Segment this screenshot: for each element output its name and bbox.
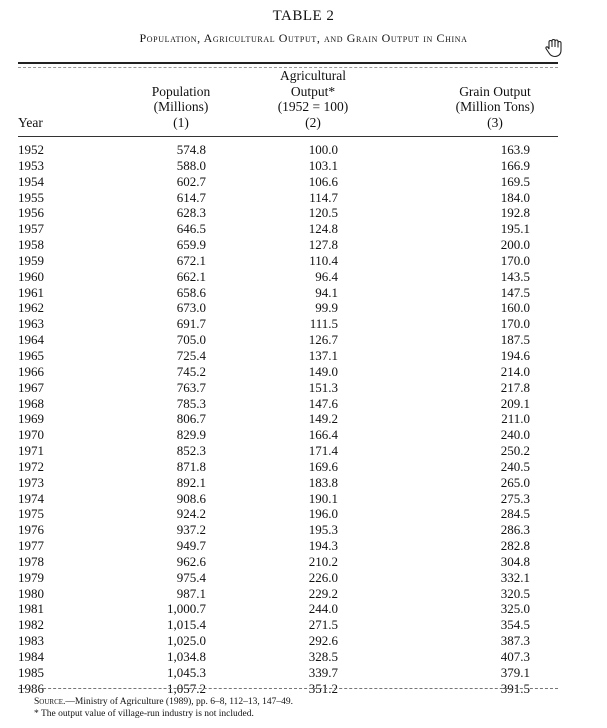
cell-agricultural-output: 328.5 [308,649,338,664]
cell-grain-output: 250.2 [500,443,530,459]
cell-population: 628.3 [176,205,206,221]
table-title: TABLE 2 [272,8,335,24]
cell-year: 1970 [18,427,44,443]
cell-year: 1959 [18,252,44,268]
cell-year: 1961 [18,284,44,300]
cell-grain-output: 169.5 [500,173,530,189]
source-label: Source. [34,697,66,707]
table-row [18,427,558,443]
cell-population: 975.4 [176,569,206,585]
cell-population: 672.1 [176,252,206,268]
footnotes [34,696,554,720]
cell-grain-output: 184.0 [500,189,530,205]
cell-agricultural-output: 147.6 [308,395,338,411]
table-row [18,570,558,586]
cell-year: 1974 [18,490,44,506]
table-row [18,411,558,427]
header-grain-output: Grain Output (Million Tons) (3) [455,83,535,130]
table-row [18,586,558,602]
cell-year: 1973 [18,474,44,490]
cell-grain-output: 320.5 [500,585,530,601]
cell-grain-output: 200.0 [500,237,530,253]
cell-population: 763.7 [176,379,206,395]
cell-agricultural-output: 106.6 [308,173,338,189]
cell-year: 1967 [18,379,44,395]
cell-grain-output: 214.0 [500,363,530,379]
table-row [18,174,558,190]
cell-agricultural-output: 120.5 [308,205,338,221]
cell-population: 949.7 [176,538,206,554]
cell-population: 745.2 [176,363,206,379]
cell-agricultural-output: 99.9 [315,300,338,316]
table-row [18,538,558,554]
cell-agricultural-output: 96.4 [315,268,338,284]
source-text: —Ministry of Agriculture (1989), pp. 6–8, 112–13, 147–49. [65,697,294,707]
table-row [18,316,558,332]
cell-agricultural-output: 292.6 [308,633,338,649]
cell-year: 1975 [18,506,44,522]
table-row [18,364,558,380]
cell-population: 614.7 [176,189,206,205]
table-row [18,348,558,364]
cell-year: 1981 [18,601,44,617]
table-row [18,459,558,475]
cell-agricultural-output: 149.2 [308,411,338,427]
cell-agricultural-output: 110.4 [309,252,338,268]
cell-agricultural-output: 171.4 [308,443,338,459]
cell-grain-output: 391.5 [500,680,530,696]
cell-agricultural-output: 94.1 [315,284,338,300]
cell-agricultural-output: 151.3 [308,379,338,395]
cell-grain-output: 286.3 [500,522,530,538]
table-row [18,253,558,269]
table-row [18,633,558,649]
cell-population: 892.1 [176,474,206,490]
cell-population: 646.5 [176,221,206,237]
cell-grain-output: 379.1 [500,664,530,680]
cell-grain-output: 407.3 [500,649,530,664]
table-row [18,380,558,396]
cell-population: 691.7 [176,316,206,332]
cell-agricultural-output: 196.0 [308,506,338,522]
cell-year: 1962 [18,300,44,316]
table-row [18,617,558,633]
cell-population: 987.1 [176,585,206,601]
table-row [18,601,558,617]
cell-grain-output: 304.8 [500,553,530,569]
cell-population: 602.7 [176,173,206,189]
cell-year: 1979 [18,569,44,585]
cell-year: 1968 [18,395,44,411]
table-row [18,237,558,253]
table-row [18,190,558,206]
cell-population: 1,025.0 [167,633,206,649]
table-row [18,475,558,491]
table-body [18,142,558,697]
cell-grain-output: 209.1 [500,395,530,411]
cell-agricultural-output: 210.2 [308,553,338,569]
table-header [18,68,558,130]
cell-year: 1952 [18,142,44,157]
cell-population: 574.8 [176,142,206,157]
cell-grain-output: 166.9 [500,157,530,173]
cell-agricultural-output: 190.1 [308,490,338,506]
cell-population: 705.0 [176,332,206,348]
cell-grain-output: 284.5 [500,506,530,522]
cell-agricultural-output: 100.0 [308,142,338,157]
cell-population: 852.3 [176,443,206,459]
cell-population: 1,057.2 [167,680,206,696]
cell-year: 1953 [18,157,44,173]
cell-grain-output: 265.0 [500,474,530,490]
cell-year: 1976 [18,522,44,538]
cell-year: 1978 [18,553,44,569]
cell-grain-output: 163.9 [500,142,530,157]
cell-grain-output: 217.8 [500,379,530,395]
cell-agricultural-output: 195.3 [308,522,338,538]
table-row [18,205,558,221]
cell-population: 659.9 [176,237,206,253]
cell-agricultural-output: 169.6 [308,458,338,474]
cell-agricultural-output: 226.0 [308,569,338,585]
cell-agricultural-output: 183.8 [308,474,338,490]
cell-agricultural-output: 271.5 [308,617,338,633]
header-rule [18,136,558,137]
cell-population: 829.9 [176,427,206,443]
cell-grain-output: 195.1 [500,221,530,237]
cell-grain-output: 187.5 [500,332,530,348]
cell-grain-output: 147.5 [500,284,530,300]
cell-grain-output: 170.0 [500,252,530,268]
cell-grain-output: 387.3 [500,633,530,649]
cell-population: 1,045.3 [167,664,206,680]
cell-agricultural-output: 339.7 [308,664,338,680]
cell-grain-output: 325.0 [500,601,530,617]
table-row [18,506,558,522]
cell-agricultural-output: 124.8 [308,221,338,237]
cell-population: 871.8 [176,458,206,474]
table-row [18,221,558,237]
top-rule [18,62,558,64]
cell-grain-output: 192.8 [500,205,530,221]
cell-grain-output: 275.3 [500,490,530,506]
cell-agricultural-output: 166.4 [308,427,338,443]
cell-population: 806.7 [176,411,206,427]
cell-grain-output: 143.5 [500,268,530,284]
cell-population: 785.3 [176,395,206,411]
table-row [18,396,558,412]
cell-agricultural-output: 244.0 [308,601,338,617]
cell-population: 1,000.7 [167,601,206,617]
cell-population: 658.6 [176,284,206,300]
cell-population: 588.0 [176,157,206,173]
cell-grain-output: 282.8 [500,538,530,554]
table-row [18,142,558,158]
cell-year: 1955 [18,189,44,205]
cell-grain-output: 354.5 [500,617,530,633]
cell-agricultural-output: 137.1 [308,347,338,363]
cell-year: 1972 [18,458,44,474]
cell-grain-output: 194.6 [500,347,530,363]
cell-population: 725.4 [176,347,206,363]
cell-agricultural-output: 103.1 [308,157,338,173]
bottom-rule [18,688,558,689]
cell-year: 1986 [18,680,44,696]
cell-population: 962.6 [176,553,206,569]
cell-year: 1958 [18,237,44,253]
cell-population: 673.0 [176,300,206,316]
cell-agricultural-output: 126.7 [308,332,338,348]
cell-grain-output: 170.0 [500,316,530,332]
cell-year: 1954 [18,173,44,189]
cell-year: 1983 [18,633,44,649]
cell-population: 1,015.4 [167,617,206,633]
cell-grain-output: 240.0 [500,427,530,443]
cell-year: 1960 [18,268,44,284]
cell-population: 1,034.8 [167,649,206,664]
cell-year: 1965 [18,347,44,363]
cell-year: 1977 [18,538,44,554]
cell-agricultural-output: 127.8 [308,237,338,253]
cell-year: 1985 [18,664,44,680]
cell-agricultural-output: 194.3 [308,538,338,554]
cell-year: 1966 [18,363,44,379]
table-subtitle: Population, Agricultural Output, and Grain Output in China [139,31,468,45]
cell-year: 1963 [18,316,44,332]
source-note [34,696,554,708]
table-row [18,300,558,316]
table-row [18,269,558,285]
header-year: Year [18,114,43,130]
cell-agricultural-output: 114.7 [309,189,338,205]
table-row [18,665,558,681]
asterisk-footnote: * The output value of village-run industry is not included. [34,709,254,719]
cell-agricultural-output: 111.5 [309,316,338,332]
cell-year: 1964 [18,332,44,348]
cell-year: 1984 [18,649,44,664]
cell-agricultural-output: 229.2 [308,585,338,601]
table-row [18,158,558,174]
table-row [18,522,558,538]
cell-agricultural-output: 351.2 [308,680,338,696]
header-agricultural-output: Agricultural Output* (1952 = 100) (2) [277,68,349,130]
table-row [18,332,558,348]
hand-pointer-icon [544,38,566,58]
table-row [18,554,558,570]
cell-year: 1957 [18,221,44,237]
table-row [18,443,558,459]
cell-agricultural-output: 149.0 [308,363,338,379]
cell-grain-output: 332.1 [500,569,530,585]
cell-year: 1980 [18,585,44,601]
cell-year: 1969 [18,411,44,427]
cell-grain-output: 240.5 [500,458,530,474]
cell-population: 924.2 [176,506,206,522]
table-row [18,491,558,507]
cell-population: 908.6 [176,490,206,506]
table-row [18,285,558,301]
header-population: Population (Millions) (1) [151,83,211,130]
cell-year: 1956 [18,205,44,221]
cell-population: 662.1 [176,268,206,284]
cell-year: 1971 [18,443,44,459]
cell-grain-output: 211.0 [501,411,530,427]
cell-year: 1982 [18,617,44,633]
cell-population: 937.2 [176,522,206,538]
table-row [18,649,558,665]
cell-grain-output: 160.0 [500,300,530,316]
